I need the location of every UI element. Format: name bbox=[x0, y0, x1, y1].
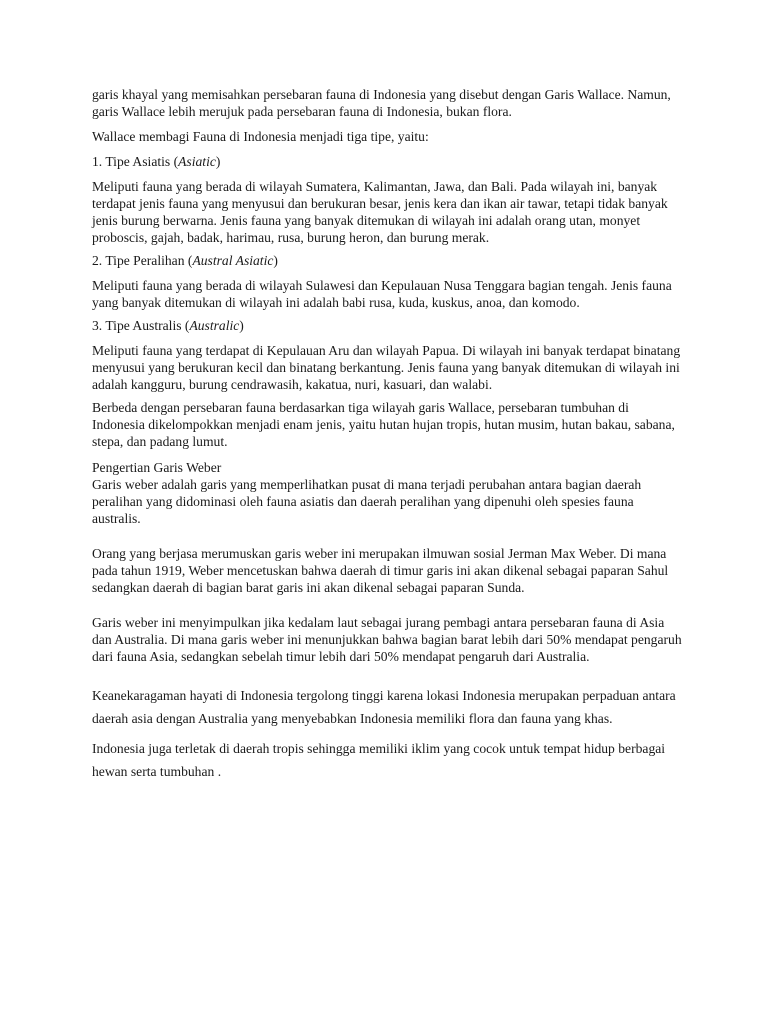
heading-transitional-type bbox=[92, 252, 682, 269]
paragraph-transitional-description: Meliputi fauna yang berada di wilayah Sulawesi dan Kepulauan Nusa Tenggara bagian tengah. Jenis fauna yang banyak ditemukan di wilayah ini adalah babi rusa, kuda, kuskus, anoa, dan komodo. bbox=[92, 278, 672, 310]
heading-weber-line: Pengertian Garis Weber bbox=[92, 460, 222, 475]
heading-transitional-term: Austral Asiatic bbox=[192, 253, 274, 268]
heading-asiatic-prefix: 1. Tipe Asiatis ( bbox=[92, 154, 179, 169]
heading-australic-term: Australic bbox=[189, 318, 240, 333]
heading-australic-type bbox=[92, 317, 682, 334]
heading-asiatic-term: Asiatic bbox=[178, 154, 216, 169]
heading-asiatic-suffix: ) bbox=[215, 154, 221, 169]
paragraph-australic-description: Meliputi fauna yang terdapat di Kepulauan Aru dan wilayah Papua. Di wilayah ini banyak terdapat binatang menyusui yang berukuran kecil dan binatang berkantung. Jenis fauna yang banyak ditemukan di wilayah ini adalah kangguru, burung cendrawasih, kakatua, nuri, kasuari, dan walabi. bbox=[92, 343, 681, 392]
heading-australic-prefix: 3. Tipe Australis ( bbox=[92, 318, 190, 333]
heading-australic-suffix: ) bbox=[239, 318, 244, 333]
heading-asiatic-type bbox=[92, 153, 682, 170]
paragraph-weber-origin: Orang yang berjasa merumuskan garis weber ini merupakan ilmuwan sosial Jerman Max Weber. Di mana pada tahun 1919, Weber mencetuskan bahwa daerah di timur garis ini akan dikenal sebagai paparan Sahul sedangkan daerah di bagian barat garis ini akan dikenal sebagai paparan Sunda. bbox=[92, 546, 669, 595]
paragraph-wallace-line: garis khayal yang memisahkan persebaran fauna di Indonesia yang disebut dengan Garis Wallace. Namun, garis Wallace lebih merujuk pada persebaran fauna di Indonesia, bukan flora. bbox=[92, 87, 671, 119]
paragraph-flora-distribution: Berbeda dengan persebaran fauna berdasarkan tiga wilayah garis Wallace, persebaran tumbuhan di Indonesia dikelompokkan menjadi enam jenis, yaitu hutan hujan tropis, hutan musim, hutan bakau, sabana, stepa, dan padang lumut. bbox=[92, 400, 675, 449]
heading-transitional-suffix: ) bbox=[273, 253, 278, 268]
document-page bbox=[92, 86, 682, 783]
paragraph-weber-conclusion: Garis weber ini menyimpulkan jika kedalam laut sebagai jurang pembagi antara persebaran fauna di Asia dan Australia. Di mana garis weber ini menunjukkan bahwa bagian barat lebih dari 50% mendapat pengaruh dari fauna Asia, sedangkan sebelah timur lebih dari 50% mendapat pengaruh dari Australia. bbox=[92, 615, 682, 664]
paragraph-biodiversity: Keanekaragaman hayati di Indonesia tergolong tinggi karena lokasi Indonesia merupakan perpaduan antara daerah asia dengan Australia yang menyebabkan Indonesia memiliki flora dan fauna yang khas. bbox=[92, 688, 676, 726]
paragraph-asiatic-description: Meliputi fauna yang berada di wilayah Sumatera, Kalimantan, Jawa, dan Bali. Pada wilayah ini, banyak terdapat jenis fauna yang menyusui dan berukuran besar, jenis kera dan ikan air tawar, tetapi tidak banyak jenis burung berwarna. Jenis fauna yang banyak ditemukan di wilayah ini adalah orang utan, monyet proboscis, gajah, badak, harimau, rusa, burung heron, dan burung merak. bbox=[92, 179, 668, 245]
heading-transitional-prefix: 2. Tipe Peralihan ( bbox=[92, 253, 193, 268]
paragraph-tropical-climate: Indonesia juga terletak di daerah tropis sehingga memiliki iklim yang cocok untuk tempat hidup berbagai hewan serta tumbuhan . bbox=[92, 741, 666, 779]
paragraph-wallace-types-intro: Wallace membagi Fauna di Indonesia menjadi tiga tipe, yaitu: bbox=[92, 129, 429, 144]
paragraph-weber-definition: Garis weber adalah garis yang memperlihatkan pusat di mana terjadi perubahan antara bagian daerah peralihan yang didominasi oleh fauna asiatis dan daerah peralihan yang dipenuhi oleh spesies fauna australis. bbox=[92, 477, 642, 526]
